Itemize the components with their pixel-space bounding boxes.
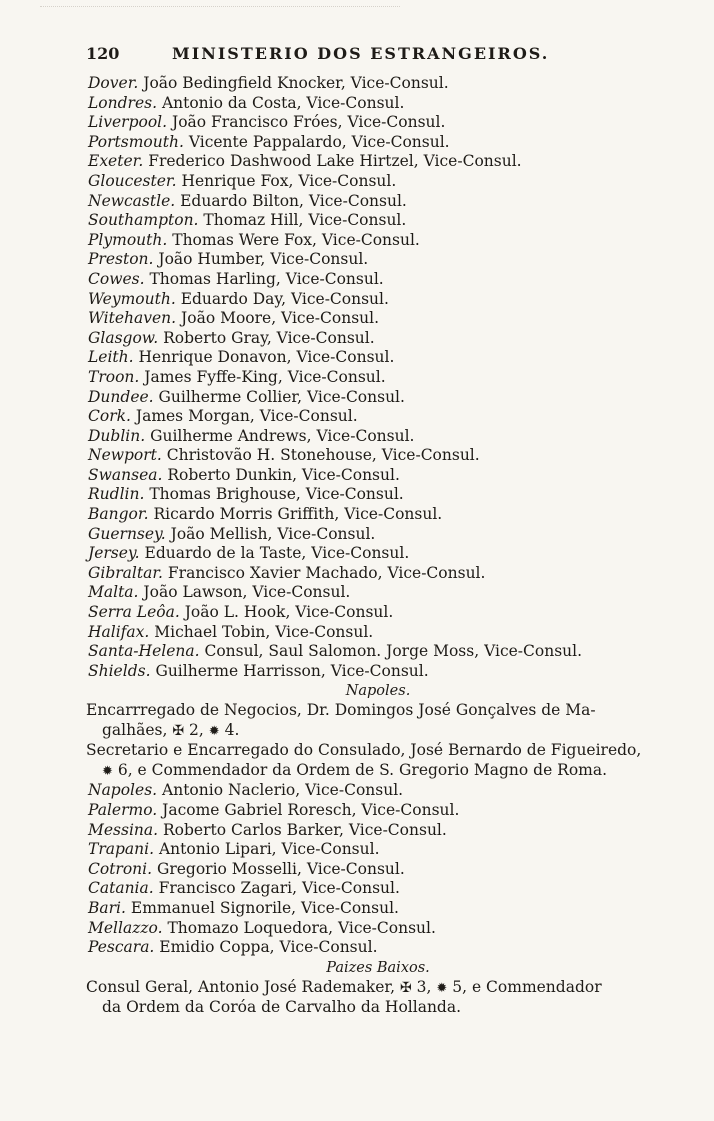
city-name: Liverpool. (88, 113, 168, 132)
city-name: Swansea. (88, 465, 163, 484)
star-order-icon: ✹ (102, 763, 113, 779)
paizes-consul-line-1 (86, 978, 646, 999)
paizes-consul-text: Consul Geral, Antonio José Rademaker, (86, 977, 396, 996)
napoles-secretary-line-2 (86, 761, 646, 782)
city-name: Rudlin. (88, 485, 145, 504)
scan-artifact-line (40, 6, 400, 13)
list-item (88, 603, 688, 623)
list-item (88, 113, 688, 133)
list-item (88, 74, 688, 94)
consul-name: João Mellish, Vice-Consul. (170, 524, 376, 543)
city-name: Cotroni. (88, 859, 153, 878)
city-name: Halifax. (88, 622, 150, 641)
city-name: Preston. (88, 250, 154, 269)
list-item (88, 781, 688, 801)
consul-name: João Bedingfield Knocker, Vice-Consul. (143, 74, 449, 92)
star-order-icon: ✹ (436, 980, 448, 996)
consul-name: João Moore, Vice-Consul. (181, 309, 380, 328)
city-name: Witehaven. (88, 309, 177, 328)
city-name: Bari. (88, 898, 126, 917)
city-name: Newport. (88, 446, 162, 465)
list-item (88, 466, 688, 486)
list-item (88, 623, 688, 643)
napoles-secretary-paragraph (86, 741, 646, 781)
consul-name: João Lawson, Vice-Consul. (143, 583, 351, 602)
consul-name: Thomas Harling, Vice-Consul. (149, 269, 384, 288)
consul-name: Antonio Naclerio, Vice-Consul. (162, 781, 404, 800)
list-item (88, 368, 688, 388)
consul-name: Michael Tobin, Vice-Consul. (154, 622, 374, 641)
list-item (88, 290, 688, 310)
consul-name: Gregorio Mosselli, Vice-Consul. (156, 859, 405, 878)
city-name: Dundee. (88, 387, 154, 406)
consul-name: Antonio da Costa, Vice-Consul. (161, 93, 405, 112)
list-item (88, 919, 688, 939)
list-item (88, 211, 688, 231)
section-heading-paizes-baixos: Paizes Baixos. (326, 959, 430, 976)
list-item (88, 427, 688, 447)
city-name: Palermo. (88, 801, 158, 819)
consul-name: João Francisco Fróes, Vice-Consul. (172, 113, 446, 132)
city-name: Napoles. (88, 781, 158, 800)
city-name: Shields. (88, 661, 151, 680)
consul-listing (88, 74, 688, 1018)
consul-name: Emmanuel Signorile, Vice-Consul. (130, 898, 399, 917)
consul-name: James Fyffe-King, Vice-Consul. (144, 367, 386, 386)
consul-name: Frederico Dashwood Lake Hirtzel, Vice-Consul. (148, 152, 522, 171)
city-name: Weymouth. (88, 289, 176, 308)
city-name: Trapani. (88, 840, 155, 859)
city-name: Santa-Helena. (88, 642, 200, 661)
consul-name: Christovão H. Stonehouse, Vice-Consul. (166, 446, 480, 465)
napoles-charge-line-2 (86, 721, 646, 742)
city-name: Malta. (88, 583, 139, 602)
consul-name: Vicente Pappalardo, Vice-Consul. (188, 132, 450, 151)
city-name: Troon. (88, 367, 140, 386)
british-consuls-list (88, 74, 688, 681)
consul-name: Thomas Were Fox, Vice-Consul. (172, 230, 420, 249)
napoles-secretary-text: 6, e Commendador da Ordem de S. Gregorio Magno de Roma. (117, 760, 608, 779)
list-item (88, 662, 688, 682)
page-header (86, 44, 586, 68)
napoles-charge-paragraph (86, 701, 646, 741)
city-name: Glasgow. (88, 328, 159, 347)
consul-name: Henrique Donavon, Vice-Consul. (138, 348, 395, 367)
order-grade-number: 4. (224, 720, 240, 739)
list-item (88, 879, 688, 899)
city-name: Dublin. (88, 426, 146, 445)
consul-name: Eduardo Bilton, Vice-Consul. (180, 191, 407, 210)
city-name: Messina. (88, 820, 159, 839)
napoles-secretary-line-1: Secretario e Encarregado do Consulado, José Bernardo de Figueiredo, (86, 741, 642, 760)
city-name: Gloucester. (88, 171, 177, 190)
list-item (88, 152, 688, 172)
consul-name: Roberto Gray, Vice-Consul. (163, 328, 375, 347)
list-item (88, 642, 688, 662)
city-name: Londres. (88, 93, 157, 112)
napoles-charge-line-1: Encarrregado de Negocios, Dr. Domingos José Gonçalves de Ma- (86, 701, 596, 720)
city-name: Leith. (88, 348, 134, 367)
city-name: Southampton. (88, 211, 199, 230)
consul-name: Roberto Carlos Barker, Vice-Consul. (163, 820, 447, 839)
list-item (88, 407, 688, 427)
paizes-consul-text-cont: 5, e Commendador (452, 977, 602, 996)
consul-name: Thomaz Hill, Vice-Consul. (203, 211, 407, 230)
list-item (88, 250, 688, 270)
consul-name: Ricardo Morris Griffith, Vice-Consul. (153, 505, 443, 524)
list-item (88, 133, 688, 153)
city-name: Cowes. (88, 269, 145, 288)
list-item (88, 485, 688, 505)
list-item (88, 446, 688, 466)
list-item (88, 544, 688, 564)
consul-name: Thomazo Loquedora, Vice-Consul. (167, 918, 436, 937)
consul-name: Jacome Gabriel Roresch, Vice-Consul. (162, 801, 460, 819)
list-item (88, 270, 688, 290)
city-name: Exeter. (88, 152, 144, 171)
order-grade-number: 3, (416, 977, 432, 996)
order-grade-number: 2, (189, 720, 204, 739)
list-item (88, 309, 688, 329)
napoles-charge-text: galhães, (102, 720, 168, 739)
city-name: Plymouth. (88, 230, 168, 249)
consul-name: Francisco Zagari, Vice-Consul. (158, 879, 400, 898)
list-item (88, 388, 688, 408)
city-name: Gibraltar. (88, 563, 163, 582)
list-item (88, 94, 688, 114)
consul-name: Emidio Coppa, Vice-Consul. (159, 938, 378, 957)
consul-name: Guilherme Collier, Vice-Consul. (158, 387, 405, 406)
consul-name: Guilherme Harrisson, Vice-Consul. (155, 661, 429, 680)
list-item (88, 840, 688, 860)
consul-name: James Morgan, Vice-Consul. (135, 407, 358, 426)
list-item (88, 821, 688, 841)
consul-name: Francisco Xavier Machado, Vice-Consul. (167, 563, 486, 582)
list-item (88, 899, 688, 919)
consul-name: Eduardo Day, Vice-Consul. (180, 289, 389, 308)
city-name: Mellazzo. (88, 918, 163, 937)
list-item (88, 505, 688, 525)
page-number: 120 (86, 44, 120, 63)
city-name: Jersey. (88, 544, 140, 563)
list-item (88, 192, 688, 212)
consul-name: João L. Hook, Vice-Consul. (184, 603, 394, 622)
consul-name: Guilherme Andrews, Vice-Consul. (150, 426, 415, 445)
consul-name: João Humber, Vice-Consul. (158, 250, 369, 269)
consul-name: Roberto Dunkin, Vice-Consul. (167, 465, 400, 484)
city-name: Cork. (88, 407, 131, 426)
city-name: Serra Leôa. (88, 603, 180, 622)
consul-name: Antonio Lipari, Vice-Consul. (158, 840, 380, 859)
running-title: MINISTERIO DOS ESTRANGEIROS. (172, 44, 550, 63)
cross-order-icon: ✠ (172, 722, 185, 739)
city-name: Newcastle. (88, 191, 176, 210)
consul-name: Thomas Brighouse, Vice-Consul. (149, 485, 404, 504)
consul-name: Henrique Fox, Vice-Consul. (181, 171, 397, 190)
list-item (88, 801, 688, 821)
consul-name: Eduardo de la Taste, Vice-Consul. (144, 544, 410, 563)
list-item (88, 860, 688, 880)
list-item (88, 938, 688, 958)
star-order-icon: ✹ (208, 723, 220, 739)
napoles-consuls-list (88, 781, 688, 957)
list-item (88, 172, 688, 192)
paizes-consul-paragraph (86, 978, 646, 1018)
city-name: Portsmouth. (88, 132, 184, 151)
city-name: Pescara. (88, 938, 155, 957)
list-item (88, 525, 688, 545)
city-name: Catania. (88, 879, 154, 898)
list-item (88, 231, 688, 251)
city-name: Dover. (88, 74, 139, 92)
city-name: Guernsey. (88, 524, 166, 543)
list-item (88, 583, 688, 603)
paizes-consul-line-2: da Ordem da Coróa de Carvalho da Hollanda. (102, 998, 462, 1017)
section-heading-napoles: Napoles. (345, 683, 411, 700)
cross-order-icon: ✠ (399, 979, 412, 996)
consul-name: Consul, Saul Salomon. Jorge Moss, Vice-Consul. (204, 642, 583, 661)
list-item (88, 329, 688, 349)
city-name: Bangor. (88, 505, 149, 524)
list-item (88, 564, 688, 584)
list-item (88, 348, 688, 368)
